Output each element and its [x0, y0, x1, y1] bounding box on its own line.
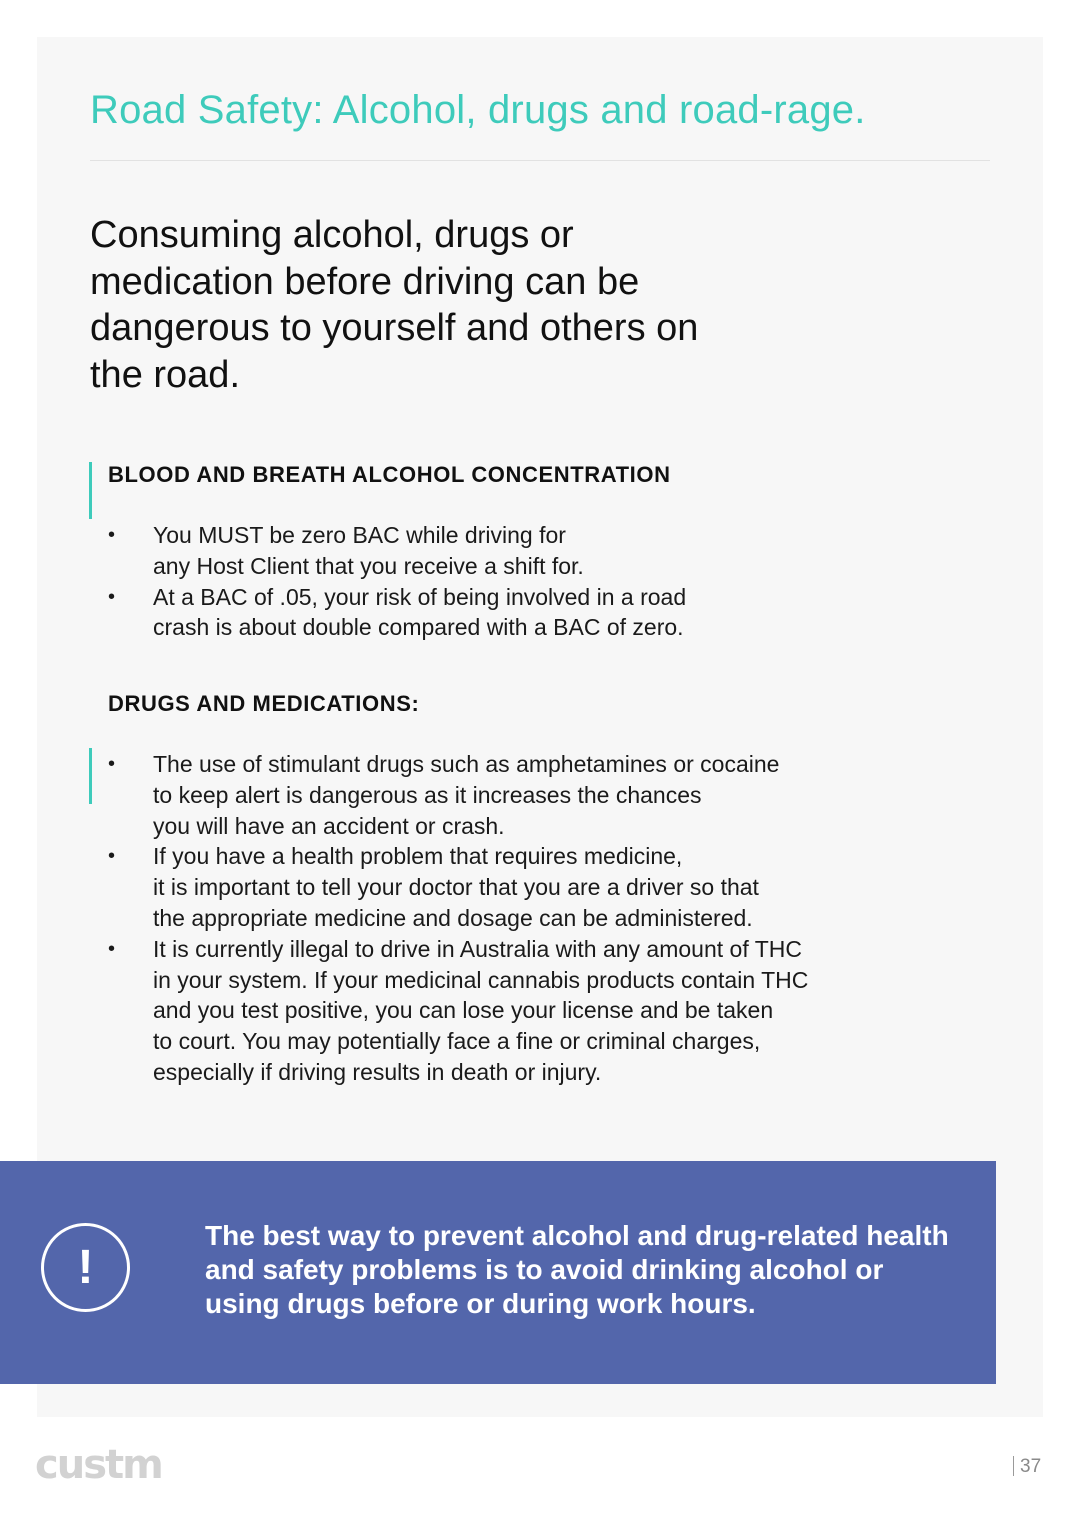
bac-bullet-list [108, 520, 686, 643]
bullet-text: The use of stimulant drugs such as amphetamines or cocaine to keep alert is dangerous as it increases the chances you will have an accident or crash. [153, 751, 780, 839]
bullet-dot: • [108, 845, 116, 868]
section-heading-drugs: DRUGS AND MEDICATIONS: [108, 691, 420, 716]
list-item [108, 934, 808, 1088]
drugs-bullet-list [108, 749, 808, 1088]
lead-statement: Consuming alcohol, drugs or medication before driving can be dangerous to yourself and others on the road. [90, 214, 699, 396]
page-number-divider [1013, 1456, 1014, 1476]
bullet-dot: • [108, 937, 116, 960]
page-title: Road Safety: Alcohol, drugs and road-rage. [90, 88, 866, 132]
bullet-dot: • [108, 585, 116, 608]
exclamation-glyph: ! [77, 1240, 94, 1294]
section-heading-bac: BLOOD AND BREATH ALCOHOL CONCENTRATION [108, 462, 671, 487]
callout-text: The best way to prevent alcohol and drug-related health and safety problems is to avoid drinking alcohol or using drugs before or during work hours. [205, 1220, 949, 1319]
list-item [108, 582, 686, 644]
section-accent-bar [89, 748, 92, 804]
title-divider [90, 160, 990, 161]
bullet-dot: • [108, 753, 116, 775]
section-accent-bar [89, 462, 92, 519]
exclamation-circle-icon [41, 1223, 130, 1312]
list-item [108, 520, 686, 582]
bullet-text: If you have a health problem that requires medicine, it is important to tell your doctor that you are a driver so that the appropriate medicine and dosage can be administered. [153, 843, 759, 931]
bullet-text: At a BAC of .05, your risk of being involved in a road crash is about double compared with a BAC of zero. [153, 583, 687, 641]
brand-logo: custm [35, 1442, 162, 1488]
bullet-text: It is currently illegal to drive in Australia with any amount of THC in your system. If your medicinal cannabis products contain THC and you test positive, you can lose your license and be taken to court. You may potentially face a fine or criminal charges, especially if driving results in death or injury. [153, 935, 809, 1085]
bullet-dot: • [108, 524, 116, 546]
list-item [108, 749, 808, 841]
page-number: 37 [1020, 1456, 1042, 1477]
list-item [108, 841, 808, 933]
bullet-text: You MUST be zero BAC while driving for any Host Client that you receive a shift for. [153, 522, 584, 579]
